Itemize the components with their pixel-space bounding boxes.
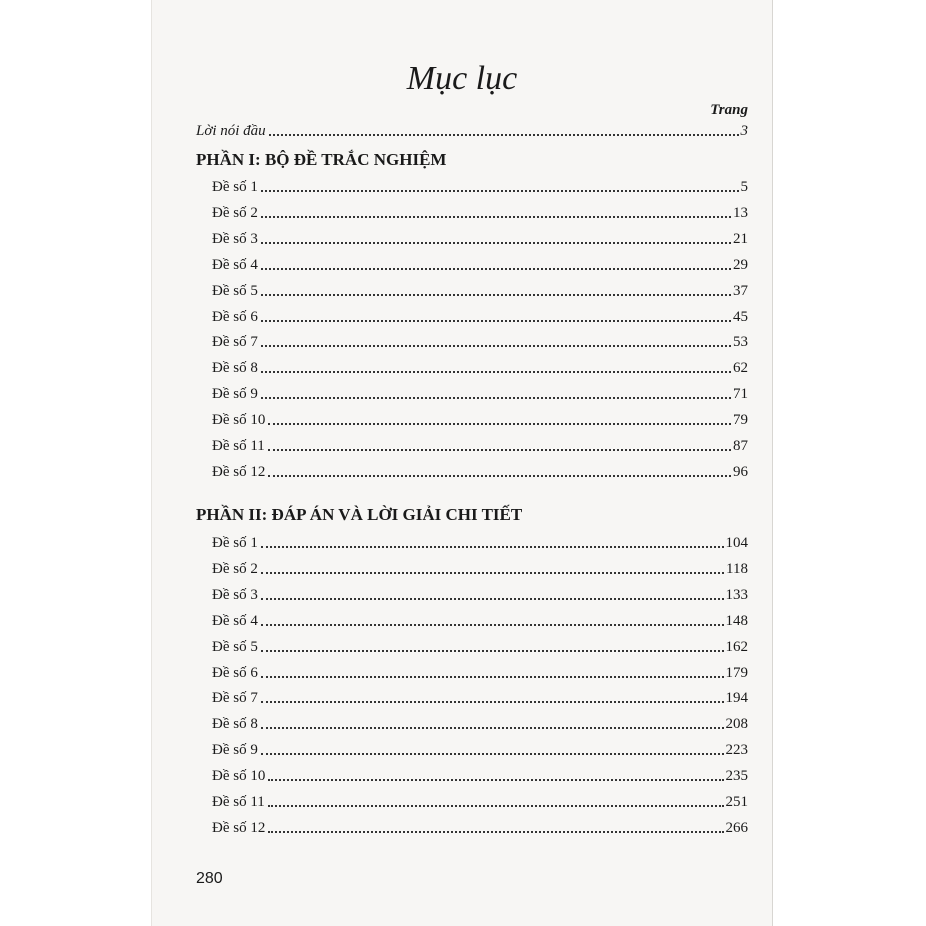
toc-entry-label: Đề số 1 [212,179,258,195]
toc-entry-page: 53 [733,334,748,351]
dot-leader [268,805,724,807]
toc-entry [152,662,748,682]
dot-leader [268,831,723,833]
toc-entry-label: Đề số 6 [212,308,258,325]
dot-leader [261,397,731,399]
toc-entry-label: Đề số 8 [212,716,258,733]
dot-leader [261,371,731,373]
toc-entry-label: Đề số 10 [212,768,266,785]
dot-leader [261,345,731,347]
toc-entry-page: 29 [733,256,748,273]
toc-entry-page: 118 [726,560,748,577]
dot-leader [261,320,731,322]
page-column-header: Trang [710,102,748,118]
toc-entry-label: Đề số 5 [212,638,258,655]
toc-entry [152,584,748,604]
section-heading-part-2: PHẦN II: ĐÁP ÁN VÀ LỜI GIẢI CHI TIẾT [196,505,523,524]
section-heading-part-1: PHẦN I: BỘ ĐỀ TRẮC NGHIỆM [196,150,447,169]
toc-entry-label: Đề số 6 [212,664,258,681]
toc-entry-label: Đề số 10 [212,412,266,429]
toc-entry-page: 235 [725,768,748,785]
toc-entry [152,687,748,707]
toc-entry-label: Đề số 4 [212,612,258,629]
dot-leader [261,727,724,729]
dot-leader [261,268,731,270]
book-page [152,0,772,926]
toc-entry-page: 133 [725,586,748,603]
toc-entry [152,357,748,377]
dot-leader [268,475,731,477]
dot-leader [268,423,731,425]
toc-entry [152,306,748,326]
toc-entry [152,228,748,248]
toc-entry-page: 251 [725,794,748,810]
toc-entry-page: 96 [733,463,748,480]
toc-entry [152,331,748,351]
toc-entry-label: Đề số 2 [212,560,258,577]
dot-leader [261,242,731,244]
toc-entry-label: Đề số 11 [212,794,265,810]
dot-leader [261,190,739,192]
toc-entry [152,409,748,429]
toc-entry-page: 179 [725,664,748,681]
toc-entry [152,817,748,837]
toc-entry-page: 194 [725,690,748,707]
toc-entry [152,636,748,656]
toc-entry-page: 79 [733,412,748,429]
toc-entry-page: 87 [733,438,748,454]
toc-entry-page: 3 [740,123,748,139]
toc-entry [152,202,748,222]
toc-entry [152,713,748,733]
toc-entry-page: 5 [740,179,748,195]
toc-entry-page: 223 [725,742,748,759]
toc-entry-label: Lời nói đầu [196,123,266,139]
toc-entry-label: Đề số 5 [212,282,258,299]
toc-entry [152,765,748,785]
toc-entry-label: Đề số 12 [212,819,266,836]
toc-entry-page: 162 [725,638,748,655]
dot-leader [261,546,724,548]
toc-entry-page: 13 [733,204,748,221]
dot-leader [261,753,724,755]
toc-entry-label: Đề số 3 [212,586,258,603]
dot-leader [269,134,739,136]
toc-entry-page: 37 [733,282,748,299]
toc-entry [152,254,748,274]
page-title: Mục lục [406,60,518,97]
toc-entry-page: 208 [725,716,748,733]
toc-entry-page: 266 [725,819,748,836]
toc-entry-label: Đề số 11 [212,438,265,454]
toc-entry [152,383,748,403]
toc-entry-label: Đề số 9 [212,386,258,403]
dot-leader [261,676,724,678]
toc-entry-label: Đề số 12 [212,463,266,480]
toc-entry [152,461,748,481]
toc-entry-page: 21 [733,230,748,247]
toc-entry [152,791,748,811]
toc-entry-label: Đề số 8 [212,360,258,377]
toc-entry-page: 71 [733,386,748,403]
toc-entry-label: Đề số 7 [212,690,258,707]
toc-entry-label: Đề số 4 [212,256,258,273]
dot-leader [261,572,724,574]
page-number: 280 [196,870,223,887]
dot-leader [261,650,724,652]
toc-entry-intro [152,120,748,140]
toc-entry [152,435,748,455]
toc-entry-page: 148 [725,612,748,629]
dot-leader [261,216,731,218]
toc-entry [152,532,748,552]
dot-leader [261,598,724,600]
dot-leader [268,779,723,781]
toc-entry [152,280,748,300]
toc-entry [152,610,748,630]
toc-entry-page: 45 [733,308,748,325]
toc-entry-page: 62 [733,360,748,377]
dot-leader [268,449,731,451]
toc-entry [152,176,748,196]
toc-entry [152,558,748,578]
toc-entry-page: 104 [725,535,748,551]
toc-entry-label: Đề số 2 [212,204,258,221]
toc-entry-label: Đề số 9 [212,742,258,759]
dot-leader [261,294,731,296]
dot-leader [261,624,724,626]
toc-entry-label: Đề số 7 [212,334,258,351]
dot-leader [261,701,724,703]
toc-entry [152,739,748,759]
toc-entry-label: Đề số 1 [212,535,258,551]
toc-entry-label: Đề số 3 [212,230,258,247]
